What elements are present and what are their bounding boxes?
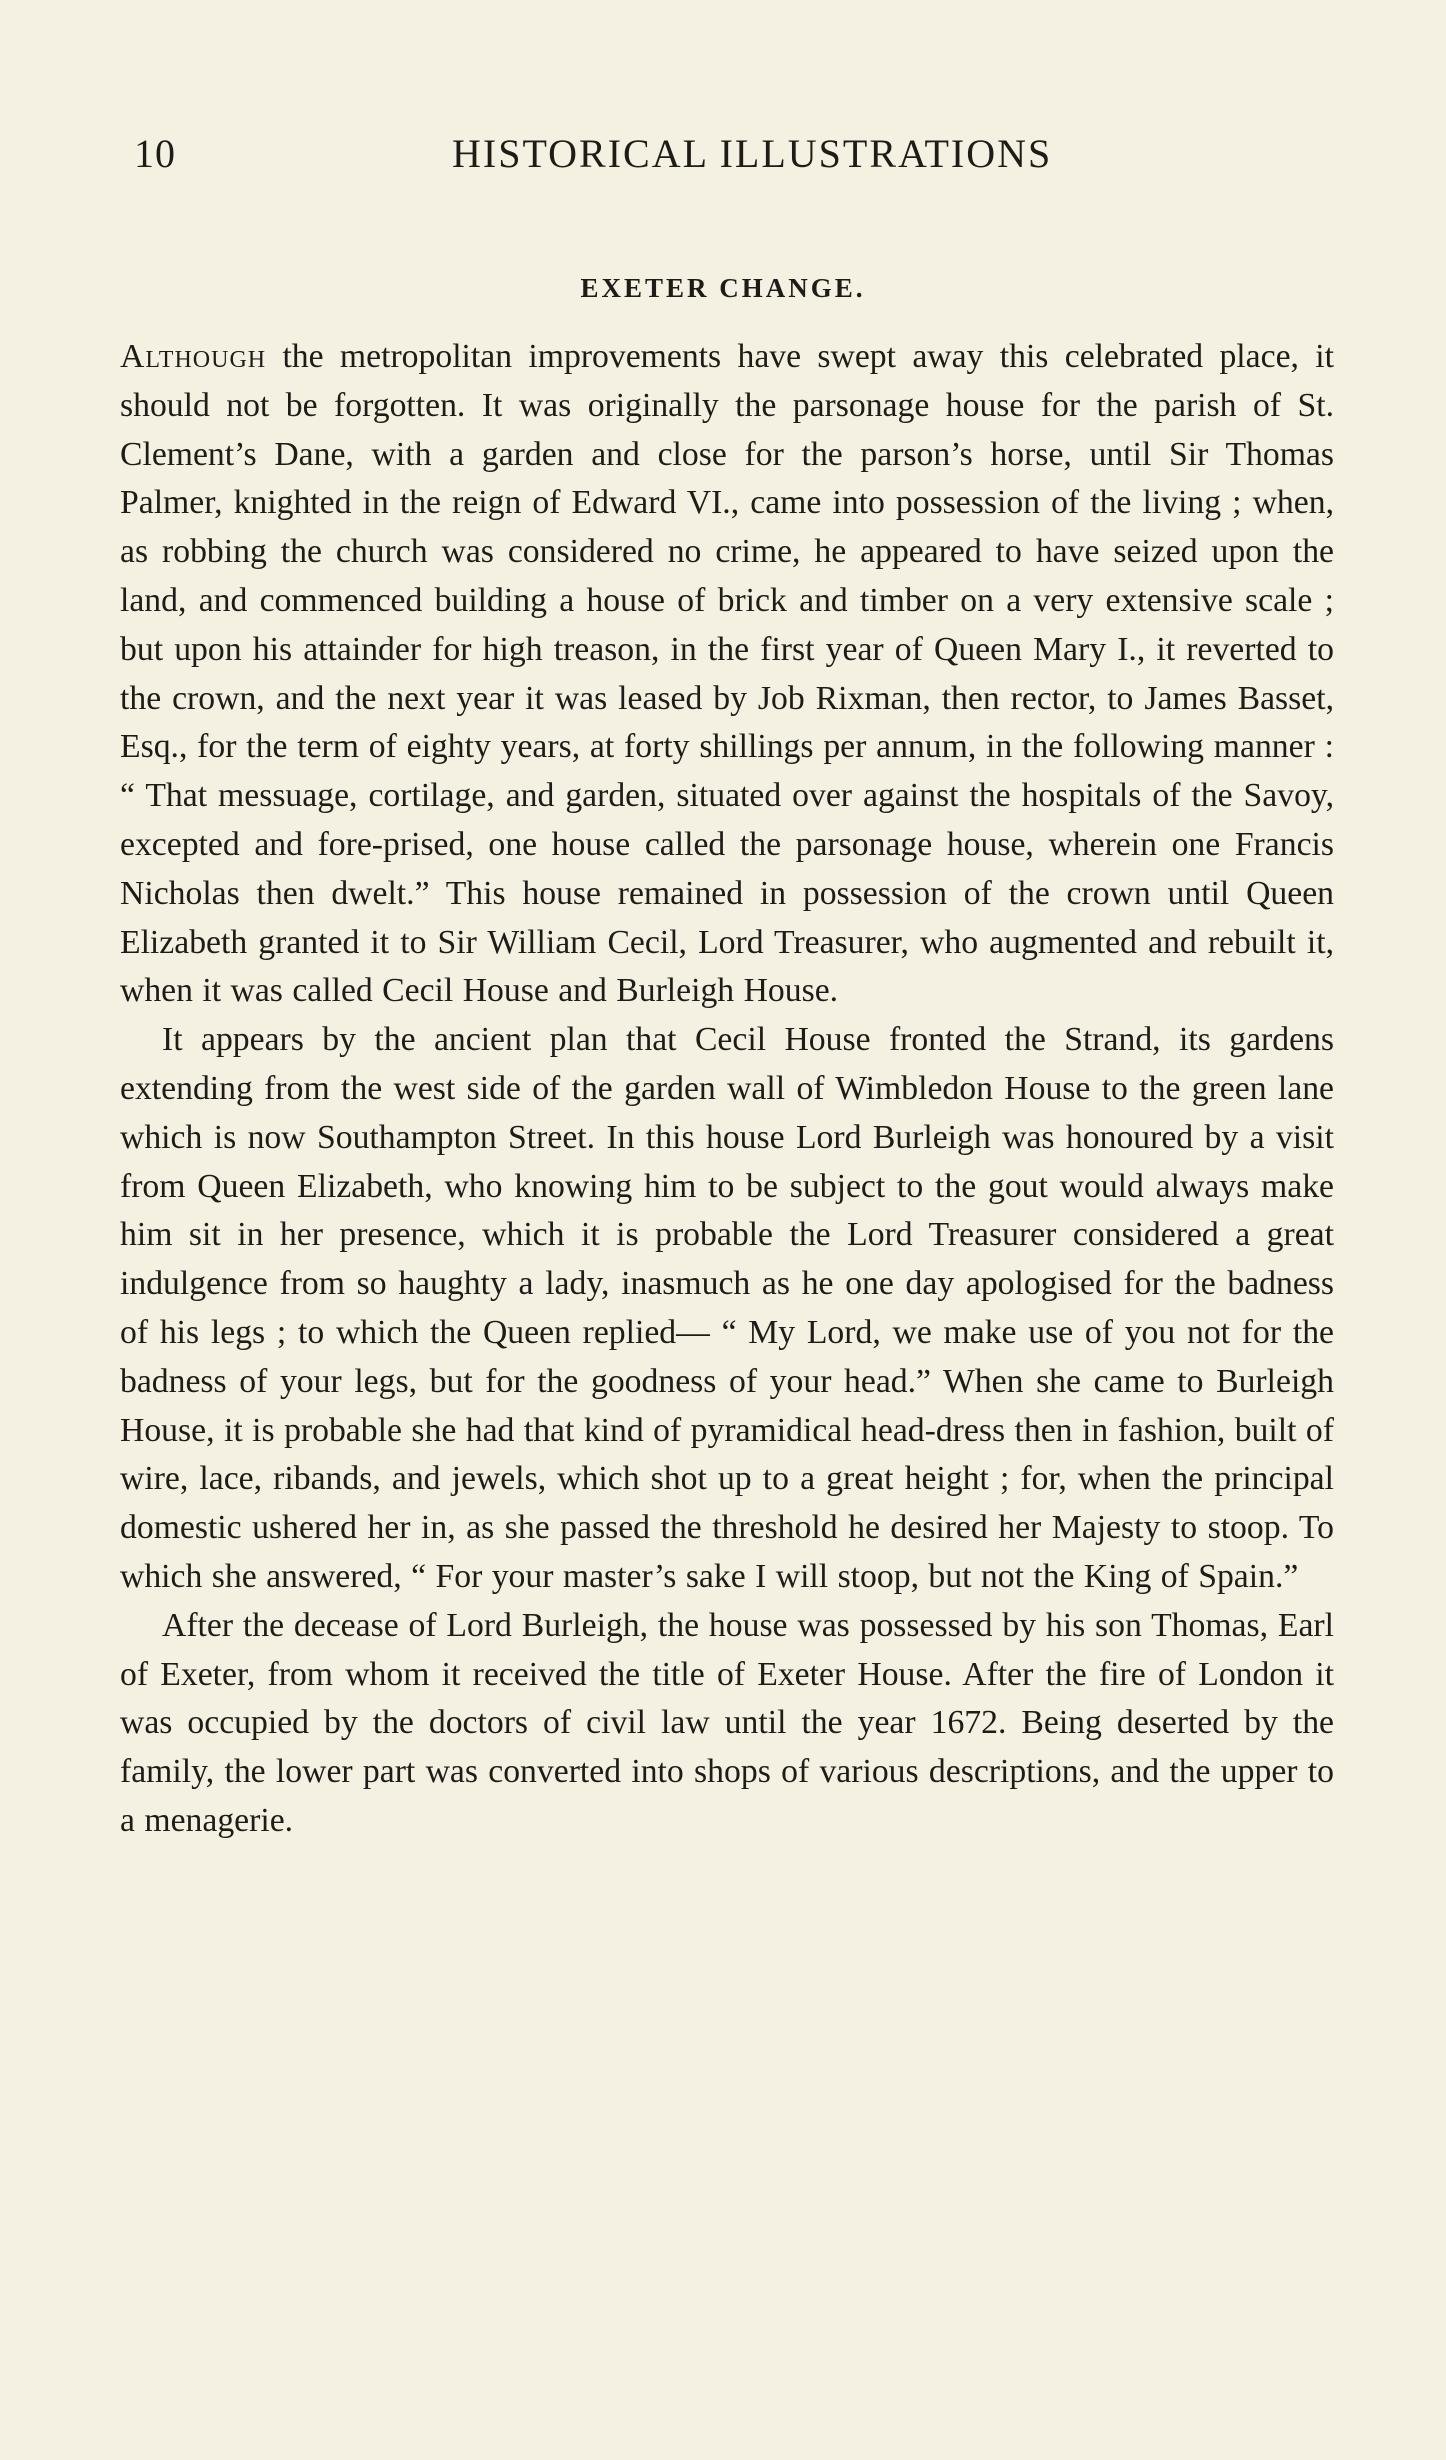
- section-title: EXETER CHANGE.: [580, 273, 866, 303]
- running-head: HISTORICAL ILLUSTRATIONS: [452, 131, 1053, 176]
- page-header: [134, 122, 1334, 182]
- paragraph-1: [120, 333, 1334, 1016]
- paragraph-2: It appears by the ancient plan that Cecil House fronted the Strand, its gardens extending from the west side of the garden wall of Wimbledon House to the green lane which is now Southampton Street. In this house Lord Burleigh was honoured by a visit from Queen Elizabeth, who knowing him to be subject to the gout would always make him sit in her presence, which it is probable the Lord Treasurer considered a great indulgence from so haughty a lady, inasmuch as he one day apologised for the badness of his legs ; to which the Queen replied— “ My Lord, we make use of you not for the badness of your legs, but for the goodness of your head.” When she came to Burleigh House, it is probable she had that kind of pyramidical head-dress then in fashion, built of wire, lace, ribands, and jewels, which shot up to a great height ; for, when the principal domestic ushered her in, as she passed the threshold he desired her Majesty to stoop. To which she answered, “ For your master’s sake I will stoop, but not the King of Spain.”: [120, 1021, 1334, 1595]
- page-number: 10: [134, 131, 176, 176]
- paragraph-3: After the decease of Lord Burleigh, the house was possessed by his son Thomas, Earl of Exeter, from whom it received the title of Exeter House. After the fire of London it was occupied by the doctors of civil law until the year 1672. Being deserted by the family, the lower part was converted into shops of various descriptions, and the upper to a menagerie.: [120, 1606, 1334, 1839]
- drop-lead-word: Although: [120, 338, 267, 375]
- paragraph-1-text: the metropolitan improvements have swept away this celebrated place, it should not be forgotten. It was originally the parsonage house for the parish of St. Clement’s Dane, with a garden and close for the parson’s horse, until Sir Thomas Palmer, knighted in the reign of Edward VI., came into possession of the living ; when, as robbing the church was considered no crime, he appeared to have seized upon the land, and commenced building a house of brick and timber on a very extensive scale ; but upon his attainder for high treason, in the first year of Queen Mary I., it reverted to the crown, and the next year it was leased by Job Rixman, then rector, to James Basset, Esq., for the term of eighty years, at forty shillings per annum, in the following manner : “ That messuage, cortilage, and garden, situated over against the hospitals of the Savoy, excepted and fore-prised, one house called the parsonage house, wherein one Francis Nicholas then dwelt.” This house remained in possession of the crown until Queen Elizabeth granted it to Sir William Cecil, Lord Treasurer, who augmented and rebuilt it, when it was called Cecil House and Burleigh House.: [120, 338, 1334, 1010]
- body-text: [120, 333, 1334, 1846]
